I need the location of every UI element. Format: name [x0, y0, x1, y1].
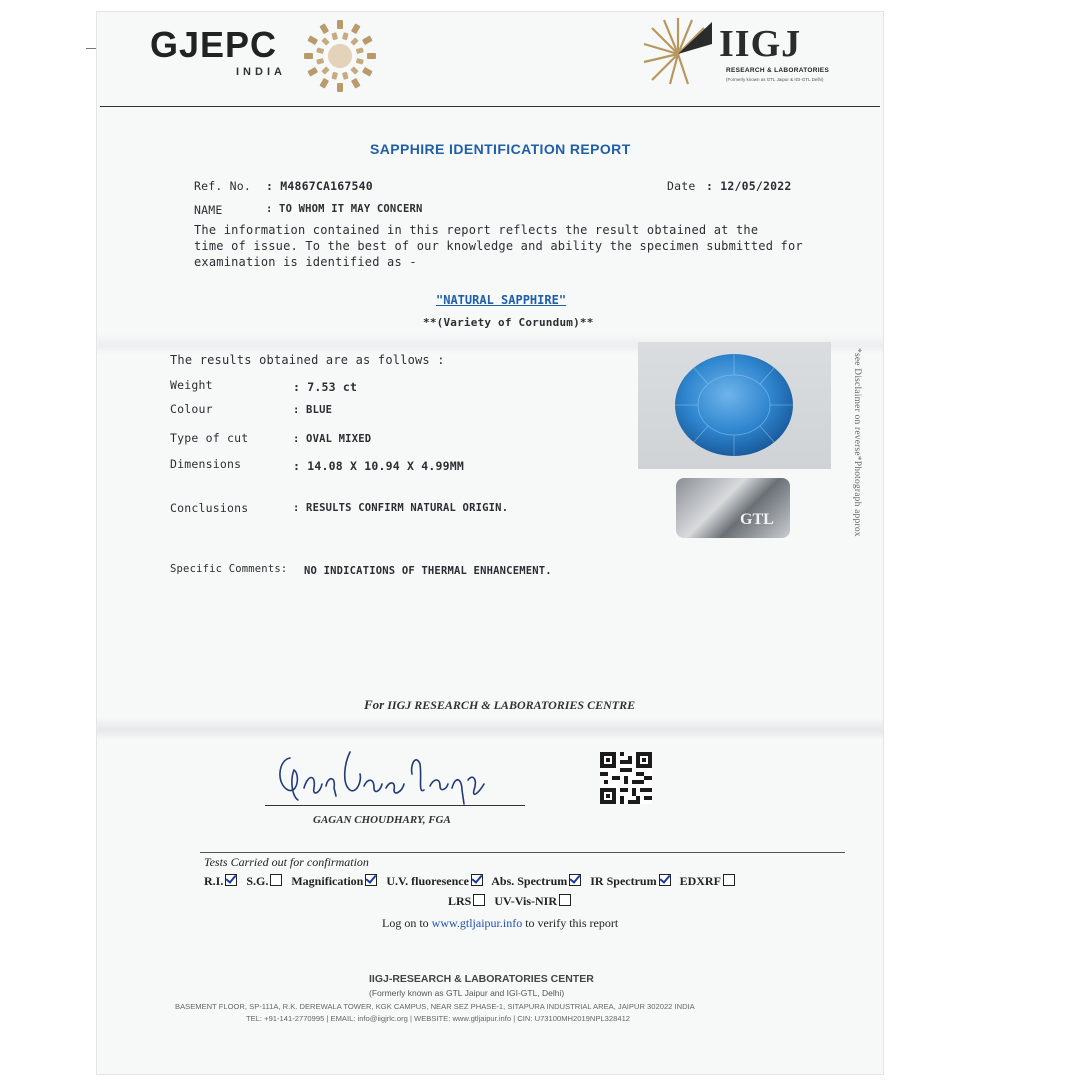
footer-address: BASEMENT FLOOR, SP-111A, R.K. DEREWALA TOWER, KGK CAMPUS, NEAR SEZ PHASE-1, SITAPURA INDUSTRIAL AREA, JAIPUR 302022 INDIA: [175, 1002, 695, 1011]
verify-prefix: Log on to: [382, 916, 429, 930]
intro-line: time of issue. To the best of our knowledge and ability the specimen submitted for: [194, 239, 803, 253]
signature-line: [265, 805, 525, 806]
disclaimer-side-note: *see Disclaimer on reverse*Photograph approx: [852, 348, 862, 537]
weight-label: Weight: [170, 378, 213, 392]
for-line: [364, 697, 635, 713]
tests-row-2: [448, 894, 577, 909]
blue-oval-gem-image: [638, 342, 831, 469]
test-uv-checkbox: [471, 874, 483, 886]
test-ri-label: R.I.: [204, 874, 224, 888]
iigj-logo-text: IIGJ: [719, 23, 802, 65]
footer-contact: TEL: +91-141-2770995 | EMAIL: info@iigjrlc.org | WEBSITE: www.gtljaipur.info | CIN: U73100MH2019NPL328412: [246, 1014, 631, 1023]
paper-fold: [97, 718, 883, 740]
name-label: NAME: [194, 203, 223, 217]
tests-title: Tests Carried out for confirmation: [204, 855, 369, 869]
handwritten-signature: [270, 744, 500, 808]
test-uv-label: U.V. fluoresence: [386, 874, 469, 888]
test-ir-checkbox: [659, 874, 671, 886]
test-sg-checkbox: [270, 874, 282, 886]
footer-title: IIGJ-RESEARCH & LABORATORIES CENTER: [369, 973, 594, 985]
identification-title: "NATURAL SAPPHIRE": [436, 293, 567, 307]
iigj-logo-note: (Formerly known as GTL Jaipur & IGI-GTL Delhi): [726, 77, 824, 82]
comments-value: NO INDICATIONS OF THERMAL ENHANCEMENT.: [304, 565, 552, 577]
footer-formerly: (Formerly known as GTL Jaipur and IGI-GTL, Delhi): [369, 988, 565, 998]
tests-divider: [200, 852, 845, 853]
margin-mark: [86, 48, 96, 49]
cut-value: : OVAL MIXED: [293, 433, 372, 445]
verify-line: [382, 916, 618, 931]
test-edxrf-label: EDXRF: [679, 874, 721, 888]
test-magnification-label: Magnification: [291, 874, 364, 888]
qr-code-icon: [600, 752, 652, 804]
for-word: For: [364, 697, 385, 712]
for-organization: IIGJ RESEARCH & LABORATORIES CENTRE: [387, 698, 636, 712]
colour-value: : BLUE: [293, 404, 333, 416]
gtl-hologram-seal: [676, 478, 790, 538]
intro-line: The information contained in this report reflects the result obtained at the: [194, 223, 759, 237]
weight-value: : 7.53 ct: [293, 380, 358, 394]
date-label: Date: [667, 179, 696, 193]
conclusions-label: Conclusions: [170, 501, 249, 515]
name-value: : TO WHOM IT MAY CONCERN: [266, 203, 423, 215]
gjepc-logo-text: GJEPC: [150, 24, 278, 65]
test-sg-label: S.G.: [246, 874, 269, 888]
gjepc-logo-subtext: INDIA: [236, 66, 286, 78]
results-intro: The results obtained are as follows :: [170, 353, 445, 367]
test-abs-label: Abs. Spectrum: [491, 874, 568, 888]
date-value: : 12/05/2022: [706, 179, 792, 193]
dimensions-label: Dimensions: [170, 457, 242, 471]
test-lrs-checkbox: [473, 894, 485, 906]
iigj-logo-subtext: RESEARCH & LABORATORIES: [726, 67, 830, 74]
verify-suffix: to verify this report: [525, 916, 619, 930]
test-uvvisnir-checkbox: [559, 894, 571, 906]
hologram-text: GTL: [740, 511, 774, 528]
colour-label: Colour: [170, 402, 213, 416]
signer-name: GAGAN CHOUDHARY, FGA: [313, 814, 451, 826]
tests-row-1: [204, 874, 741, 889]
test-ri-checkbox: [225, 874, 237, 886]
ref-label: Ref. No.: [194, 179, 251, 193]
cut-label: Type of cut: [170, 431, 249, 445]
header-divider: [100, 106, 880, 107]
conclusions-value: : RESULTS CONFIRM NATURAL ORIGIN.: [293, 502, 509, 514]
test-abs-checkbox: [569, 874, 581, 886]
comments-label: Specific Comments:: [170, 563, 288, 575]
gem-photo: [638, 342, 831, 469]
test-ir-label: IR Spectrum: [590, 874, 657, 888]
test-edxrf-checkbox: [723, 874, 735, 886]
variety-subtitle: **(Variety of Corundum)**: [423, 316, 594, 329]
test-uvvisnir-label: UV-Vis-NIR: [494, 894, 558, 908]
verify-link[interactable]: www.gtljaipur.info: [431, 916, 523, 930]
test-magnification-checkbox: [365, 874, 377, 886]
gjepc-sun-icon: [300, 16, 380, 96]
dimensions-value: : 14.08 X 10.94 X 4.99MM: [293, 459, 464, 473]
intro-line: examination is identified as -: [194, 255, 417, 269]
iigj-sunburst-icon: [642, 14, 714, 86]
test-lrs-label: LRS: [448, 894, 472, 908]
certificate-paper: [97, 12, 883, 1074]
ref-value: : M4867CA167540: [266, 179, 373, 193]
report-title: SAPPHIRE IDENTIFICATION REPORT: [370, 141, 631, 157]
